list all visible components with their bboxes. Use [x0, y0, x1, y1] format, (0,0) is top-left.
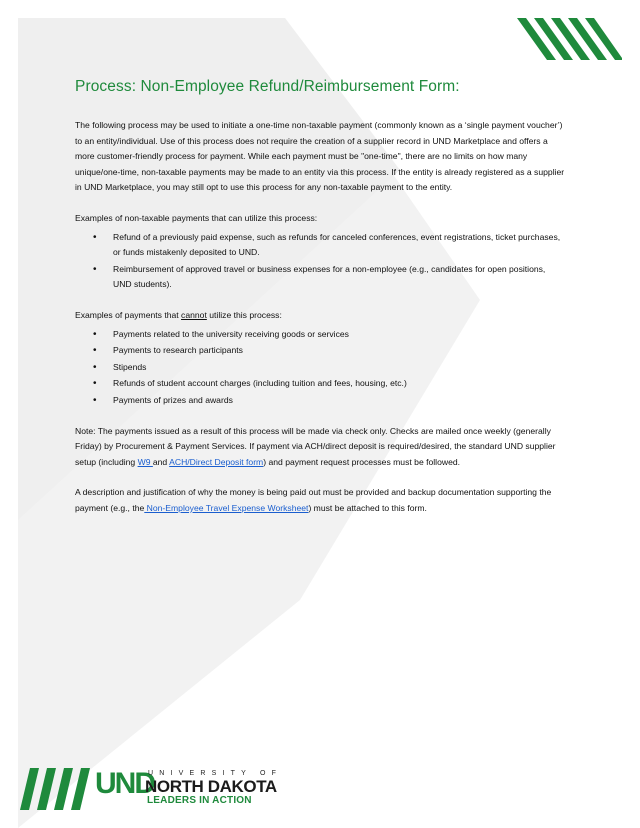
w9-link[interactable]: W9	[137, 456, 153, 467]
document-body	[75, 70, 565, 531]
bullet-icon: •	[93, 378, 97, 390]
header-stripes-graphic	[517, 18, 622, 60]
travel-expense-worksheet-link[interactable]: Non-Employee Travel Expense Worksheet	[144, 502, 309, 513]
bullet-icon: •	[93, 231, 97, 243]
bullet-icon: •	[93, 263, 97, 275]
bullet-icon: •	[93, 361, 97, 373]
list-item: • Payments of prizes and awards	[75, 393, 565, 409]
list-item: • Stipends	[75, 360, 565, 376]
und-logo	[95, 768, 295, 808]
logo-university-of: UNIVERSITY OF	[148, 770, 283, 777]
list-item: • Refund of a previously paid expense, such as refunds for canceled conferences, event registrations, ticket purchases, or funds mistakenly deposited to UND.	[93, 231, 561, 258]
bullet-icon: •	[93, 394, 97, 406]
intro-paragraph: The following process may be used to initiate a one-time non-taxable payment (commonly known as a ‘single payment voucher’) to an entity/individual. Use of this process does not require the creation of a supplier record in UND Marketplace and offers a more customer-friendly process for payment. While each payment must be "one-time", there are no limits on how many unique/one-time, non-taxable payments may be made to an entity via this process. If the entity is already registered as a supplier in UND Marketplace, you may still opt to use this process for any non-taxable payment to the entity.	[75, 120, 565, 193]
page-title: Process: Non-Employee Refund/Reimbursement Form:	[75, 78, 460, 95]
examples-cannot-lead: Examples of payments that cannot utilize this process:	[75, 309, 282, 320]
footer-stripes-graphic	[20, 768, 90, 810]
examples-cannot-list	[75, 327, 565, 409]
und-mark: UND	[95, 767, 154, 800]
logo-tagline: LEADERS IN ACTION	[147, 795, 252, 806]
examples-can-lead: Examples of non-taxable payments that can utilize this process:	[75, 212, 318, 223]
logo-north-dakota: NORTH DAKOTA	[145, 777, 277, 796]
list-item: • Payments related to the university receiving goods or services	[75, 327, 565, 343]
list-item: • Refunds of student account charges (including tuition and fees, housing, etc.)	[75, 376, 565, 392]
note-paragraph: Note: The payments issued as a result of this process will be made via check only. Checks are mailed once weekly (generally Friday) by Procurement & Payment Services. If payment via ACH/direct deposit is required/desired, the standard UND supplier setup (including W9 and ACH/Direct Deposit form) and payment request processes must be followed.	[75, 425, 556, 467]
list-item: • Payments to research participants	[75, 343, 565, 359]
bullet-icon: •	[93, 345, 97, 357]
description-paragraph: A description and justification of why the money is being paid out must be provided and backup documentation supporting the payment (e.g., the Non-Employee Travel Expense Worksheet) must be attached to this form.	[75, 487, 552, 513]
examples-can-list	[75, 230, 565, 293]
list-item: • Reimbursement of approved travel or business expenses for a non-employee (e.g., candidates for open positions, UND students).	[93, 263, 546, 290]
ach-direct-deposit-link[interactable]: ACH/Direct Deposit form	[169, 456, 264, 467]
bullet-icon: •	[93, 328, 97, 340]
